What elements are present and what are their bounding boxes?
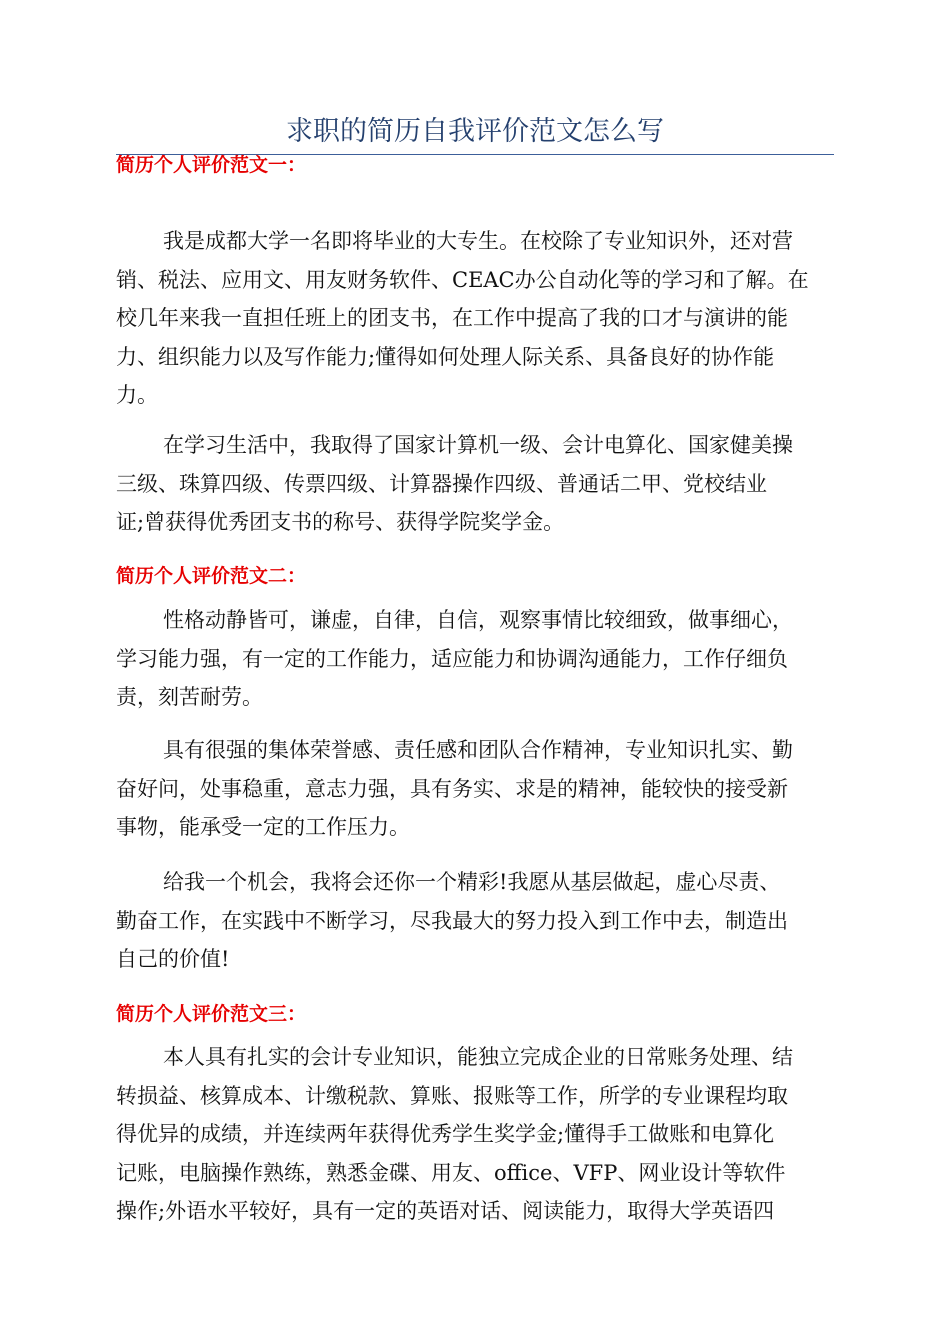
text-line: 具有很强的集体荣誉感、责任感和团队合作精神，专业知识扎实、勤 <box>163 738 793 762</box>
paragraph <box>116 1038 846 1231</box>
paragraph <box>116 863 846 979</box>
text-line: 得优异的成绩，并连续两年获得优秀学生奖学金;懂得手工做账和电算化 <box>116 1122 775 1146</box>
text-line: 学习能力强，有一定的工作能力，适应能力和协调沟通能力，工作仔细负 <box>116 646 788 671</box>
section-heading-1: 简历个人评价范文一： <box>116 154 307 176</box>
text-line: 转损益、核算成本、计缴税款、算账、报账等工作，所学的专业课程均取 <box>116 1083 788 1108</box>
text-line: 给我一个机会，我将会还你一个精彩!我愿从基层做起，虚心尽责、 <box>163 870 781 894</box>
text-line: 三级、珠算四级、传票四级、计算器操作四级、普通话二甲、党校结业 <box>116 471 767 496</box>
text-line: 在学习生活中，我取得了国家计算机一级、会计电算化、国家健美操 <box>163 433 793 457</box>
text-line: 校几年来我一直担任班上的团支书，在工作中提高了我的口才与演讲的能 <box>116 306 788 330</box>
text-line: 我是成都大学一名即将毕业的大专生。在校除了专业知识外，还对营 <box>163 229 793 253</box>
paragraph <box>116 601 846 717</box>
text-line: 记账，电脑操作熟练，熟悉金碟、用友、office、VFP、网业设计等软件 <box>116 1160 786 1185</box>
document-title: 求职的简历自我评价范文怎么写 <box>286 116 664 147</box>
text-line: 销、税法、应用文、用友财务软件、CEAC办公自动化等的学习和了解。在 <box>116 267 809 292</box>
section-heading-2: 简历个人评价范文二： <box>116 565 307 587</box>
text-line: 奋好问，处事稳重，意志力强，具有务实、求是的精神，能较快的接受新 <box>116 776 788 801</box>
text-line: 勤奋工作，在实践中不断学习，尽我最大的努力投入到工作中去，制造出 <box>116 908 788 933</box>
text-line: 性格动静皆可，谦虚，自律，自信，观察事情比较细致，做事细心， <box>163 608 793 632</box>
paragraph <box>116 731 846 847</box>
text-line: 力。 <box>116 383 158 407</box>
text-line: 自己的价值! <box>116 947 230 971</box>
text-line: 证;曾获得优秀团支书的称号、获得学院奖学金。 <box>116 510 565 534</box>
paragraph <box>116 426 846 542</box>
text-line: 操作;外语水平较好，具有一定的英语对话、阅读能力，取得大学英语四 <box>116 1199 775 1223</box>
text-line: 事物，能承受一定的工作压力。 <box>116 815 410 839</box>
text-line: 责，刻苦耐劳。 <box>116 685 263 709</box>
text-line: 力、组织能力以及写作能力;懂得如何处理人际关系、具备良好的协作能 <box>116 344 775 369</box>
paragraph <box>116 222 846 415</box>
section-heading-3: 简历个人评价范文三： <box>116 1003 307 1025</box>
text-line: 本人具有扎实的会计专业知识，能独立完成企业的日常账务处理、结 <box>163 1045 793 1069</box>
